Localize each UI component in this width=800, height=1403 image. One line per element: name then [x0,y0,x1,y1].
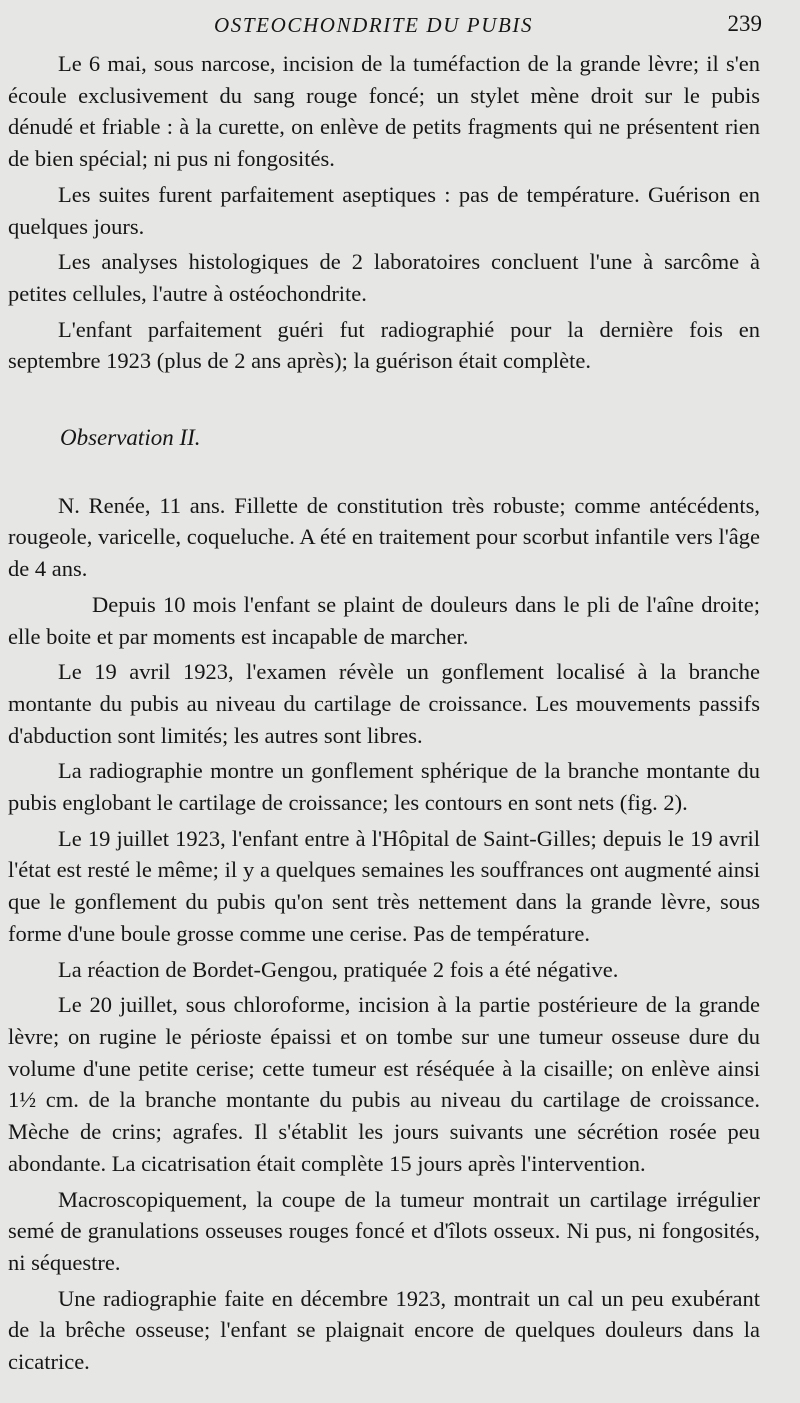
page-number: 239 [727,11,762,36]
running-title: OSTEOCHONDRITE DU PUBIS [214,13,534,37]
paragraph: La réaction de Bordet-Gengou, pratiquée 2 fois a été négative. [58,956,619,982]
paragraph: L'enfant parfaitement guéri fut radiographié pour la dernière fois en septembre 1923 (plus de 2 ans après); la guérison était complète. [8,316,760,374]
paragraph: Macroscopiquement, la coupe de la tumeur montrait un cartilage irrégulier semé de granulations osseuses rouges foncé et d'îlots osseux. Ni pus, ni fongosités, ni séquestre. [8,1186,760,1275]
page-body [8,48,760,1378]
section-heading: Observation II. [60,425,201,451]
paragraph: Le 19 juillet 1923, l'enfant entre à l'Hôpital de Saint-Gilles; depuis le 19 avril l'état est resté le même; il y a quelques semaines les souffrances ont augmenté ainsi que le gonflement du pubis qu'on sent très nettement dans la grande lèvre, sous forme d'une boule grosse comme une cerise. Pas de température. [8,825,760,946]
paragraph: Le 19 avril 1923, l'examen révèle un gonflement localisé à la branche montante du pubis au niveau du cartilage de croissance. Les mouvements passifs d'abduction sont limités; les autres sont libres. [8,659,760,748]
paragraph: Une radiographie faite en décembre 1923, montrait un cal un peu exubérant de la brêche osseuse; l'enfant se plaignait encore de quelques douleurs dans la cicatrice. [8,1285,760,1375]
paragraph: Le 20 juillet, sous chloroforme, incision à la partie postérieure de la grande lèvre; on rugine le périoste épaissi et on tombe sur une tumeur osseuse dure du volume d'une petite cerise; cette tumeur est réséquée à la cisaille; on enlève ainsi 1½ cm. de la branche montante du pubis au niveau du cartilage de croissance. Mèche de crins; agrafes. Il s'établit les jours suivants une sécrétion rosée peu abondante. La cicatrisation était complète 15 jours après l'intervention. [8,992,760,1176]
running-header [8,8,760,48]
paragraph: N. Renée, 11 ans. Fillette de constitution très robuste; comme antécédents, rougeole, varicelle, coqueluche. A été en traitement pour scorbut infantile vers l'âge de 4 ans. [8,492,760,582]
paragraph: Le 6 mai, sous narcose, incision de la tuméfaction de la grande lèvre; il s'en écoule exclusivement du sang rouge foncé; un stylet mène droit sur le pubis dénudé et friable : à la curette, on enlève de petits fragments qui ne présentent rien de bien spécial; ni pus ni fongosités. [8,51,760,172]
paragraph: Les suites furent parfaitement aseptiques : pas de température. Guérison en quelques jours. [8,181,760,239]
paragraph: La radiographie montre un gonflement sphérique de la branche montante du pubis englobant le cartilage de croissance; les contours en sont nets (fig. 2). [8,758,760,816]
paragraph: Les analyses histologiques de 2 laboratoires concluent l'une à sarcôme à petites cellules, l'autre à ostéochondrite. [8,249,760,306]
paragraph: Depuis 10 mois l'enfant se plaint de douleurs dans le pli de l'aîne droite; elle boite et par moments est incapable de marcher. [8,591,760,649]
